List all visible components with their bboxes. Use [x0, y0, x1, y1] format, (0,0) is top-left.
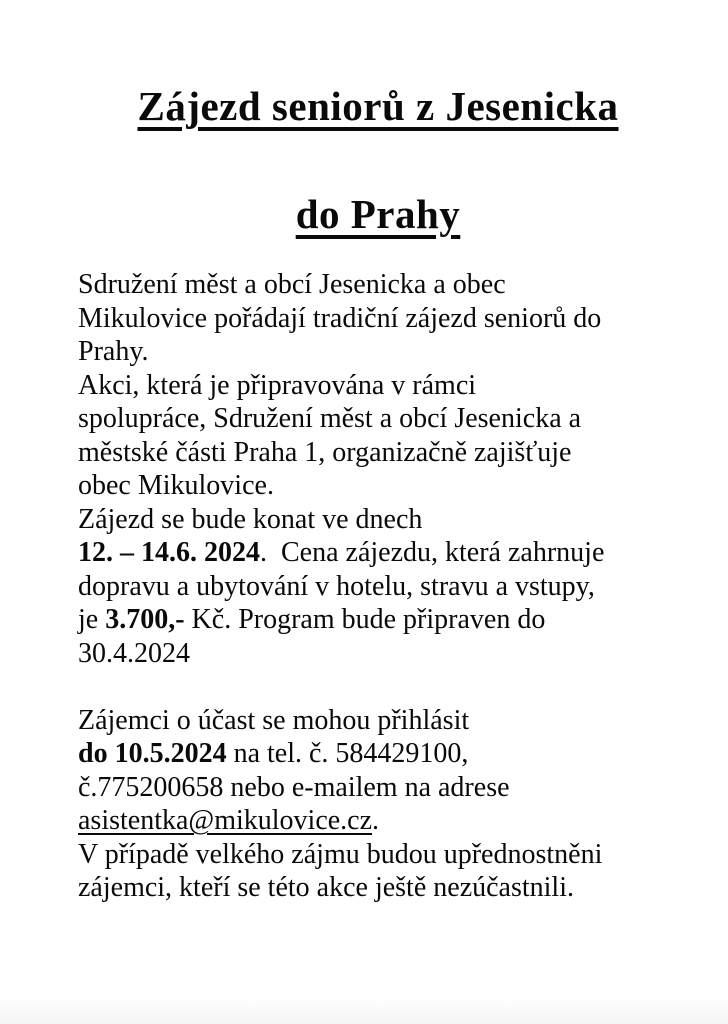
text-run: Sdružení měst a obcí Jesenicka a obec — [78, 269, 506, 300]
text-line — [78, 335, 678, 369]
text-run: Zájezd se bude konat ve dnech — [78, 503, 423, 535]
text-run: 3.700,- — [105, 604, 185, 635]
text-run: spolupráce, Sdružení měst a obcí Jesenicka a — [78, 403, 582, 434]
scan-shadow — [0, 998, 728, 1024]
text-line — [78, 402, 678, 436]
text-line — [78, 268, 678, 302]
text-run: č.775200658 nebo e-mailem na adrese — [78, 771, 510, 803]
text-run: 12. – 14.6. 2024 — [78, 537, 260, 568]
text-run: dopravu a ubytování v hotelu, stravu a vstupy, — [78, 570, 595, 602]
text-line — [78, 871, 678, 905]
text-line — [78, 771, 678, 805]
text-line — [78, 637, 678, 671]
text-run: Mikulovice pořádají tradiční zájezd seniorů do — [78, 302, 602, 334]
text-run: je — [78, 604, 106, 635]
text-line — [78, 603, 678, 637]
text-line — [78, 704, 678, 738]
text-run: zájemci, kteří se této akce ještě nezúčastnili. — [78, 872, 574, 903]
document-title-line1: Zájezd seniorů z Jesenicka — [137, 83, 619, 129]
text-run: . — [372, 805, 380, 836]
blank-line — [78, 670, 678, 704]
text-run: do 10.5.2024 — [78, 738, 227, 769]
text-line — [78, 536, 678, 570]
text-run: obec Mikulovice. — [78, 470, 274, 501]
text-line — [78, 436, 678, 470]
text-run: Akci, která je připravována v rámci — [78, 369, 477, 401]
text-run: na tel. č. 584429100, — [226, 738, 469, 769]
text-run: Zájemci o účast se mohou přihlásit — [78, 704, 470, 736]
text-line — [78, 302, 678, 336]
text-run: Kč. Program bude připraven do — [184, 604, 546, 635]
text-run: V případě velkého zájmu budou upřednostněni — [78, 838, 603, 870]
text-run: Prahy. — [78, 336, 149, 367]
text-line — [78, 369, 678, 403]
document-body — [78, 268, 678, 905]
text-run: . Cena zájezdu, která zahrnuje — [260, 537, 605, 568]
email-address: asistentka@mikulovice.cz — [78, 805, 373, 836]
text-line — [78, 804, 678, 838]
text-run: městské části Praha 1, organizačně zajišťuje — [78, 436, 572, 468]
text-line — [78, 737, 678, 771]
text-line — [78, 570, 678, 604]
text-line — [78, 503, 678, 537]
document-title-line2: do Prahy — [295, 191, 461, 237]
text-line — [78, 838, 678, 872]
text-run: 30.4.2024 — [78, 637, 190, 669]
text-line — [78, 469, 678, 503]
